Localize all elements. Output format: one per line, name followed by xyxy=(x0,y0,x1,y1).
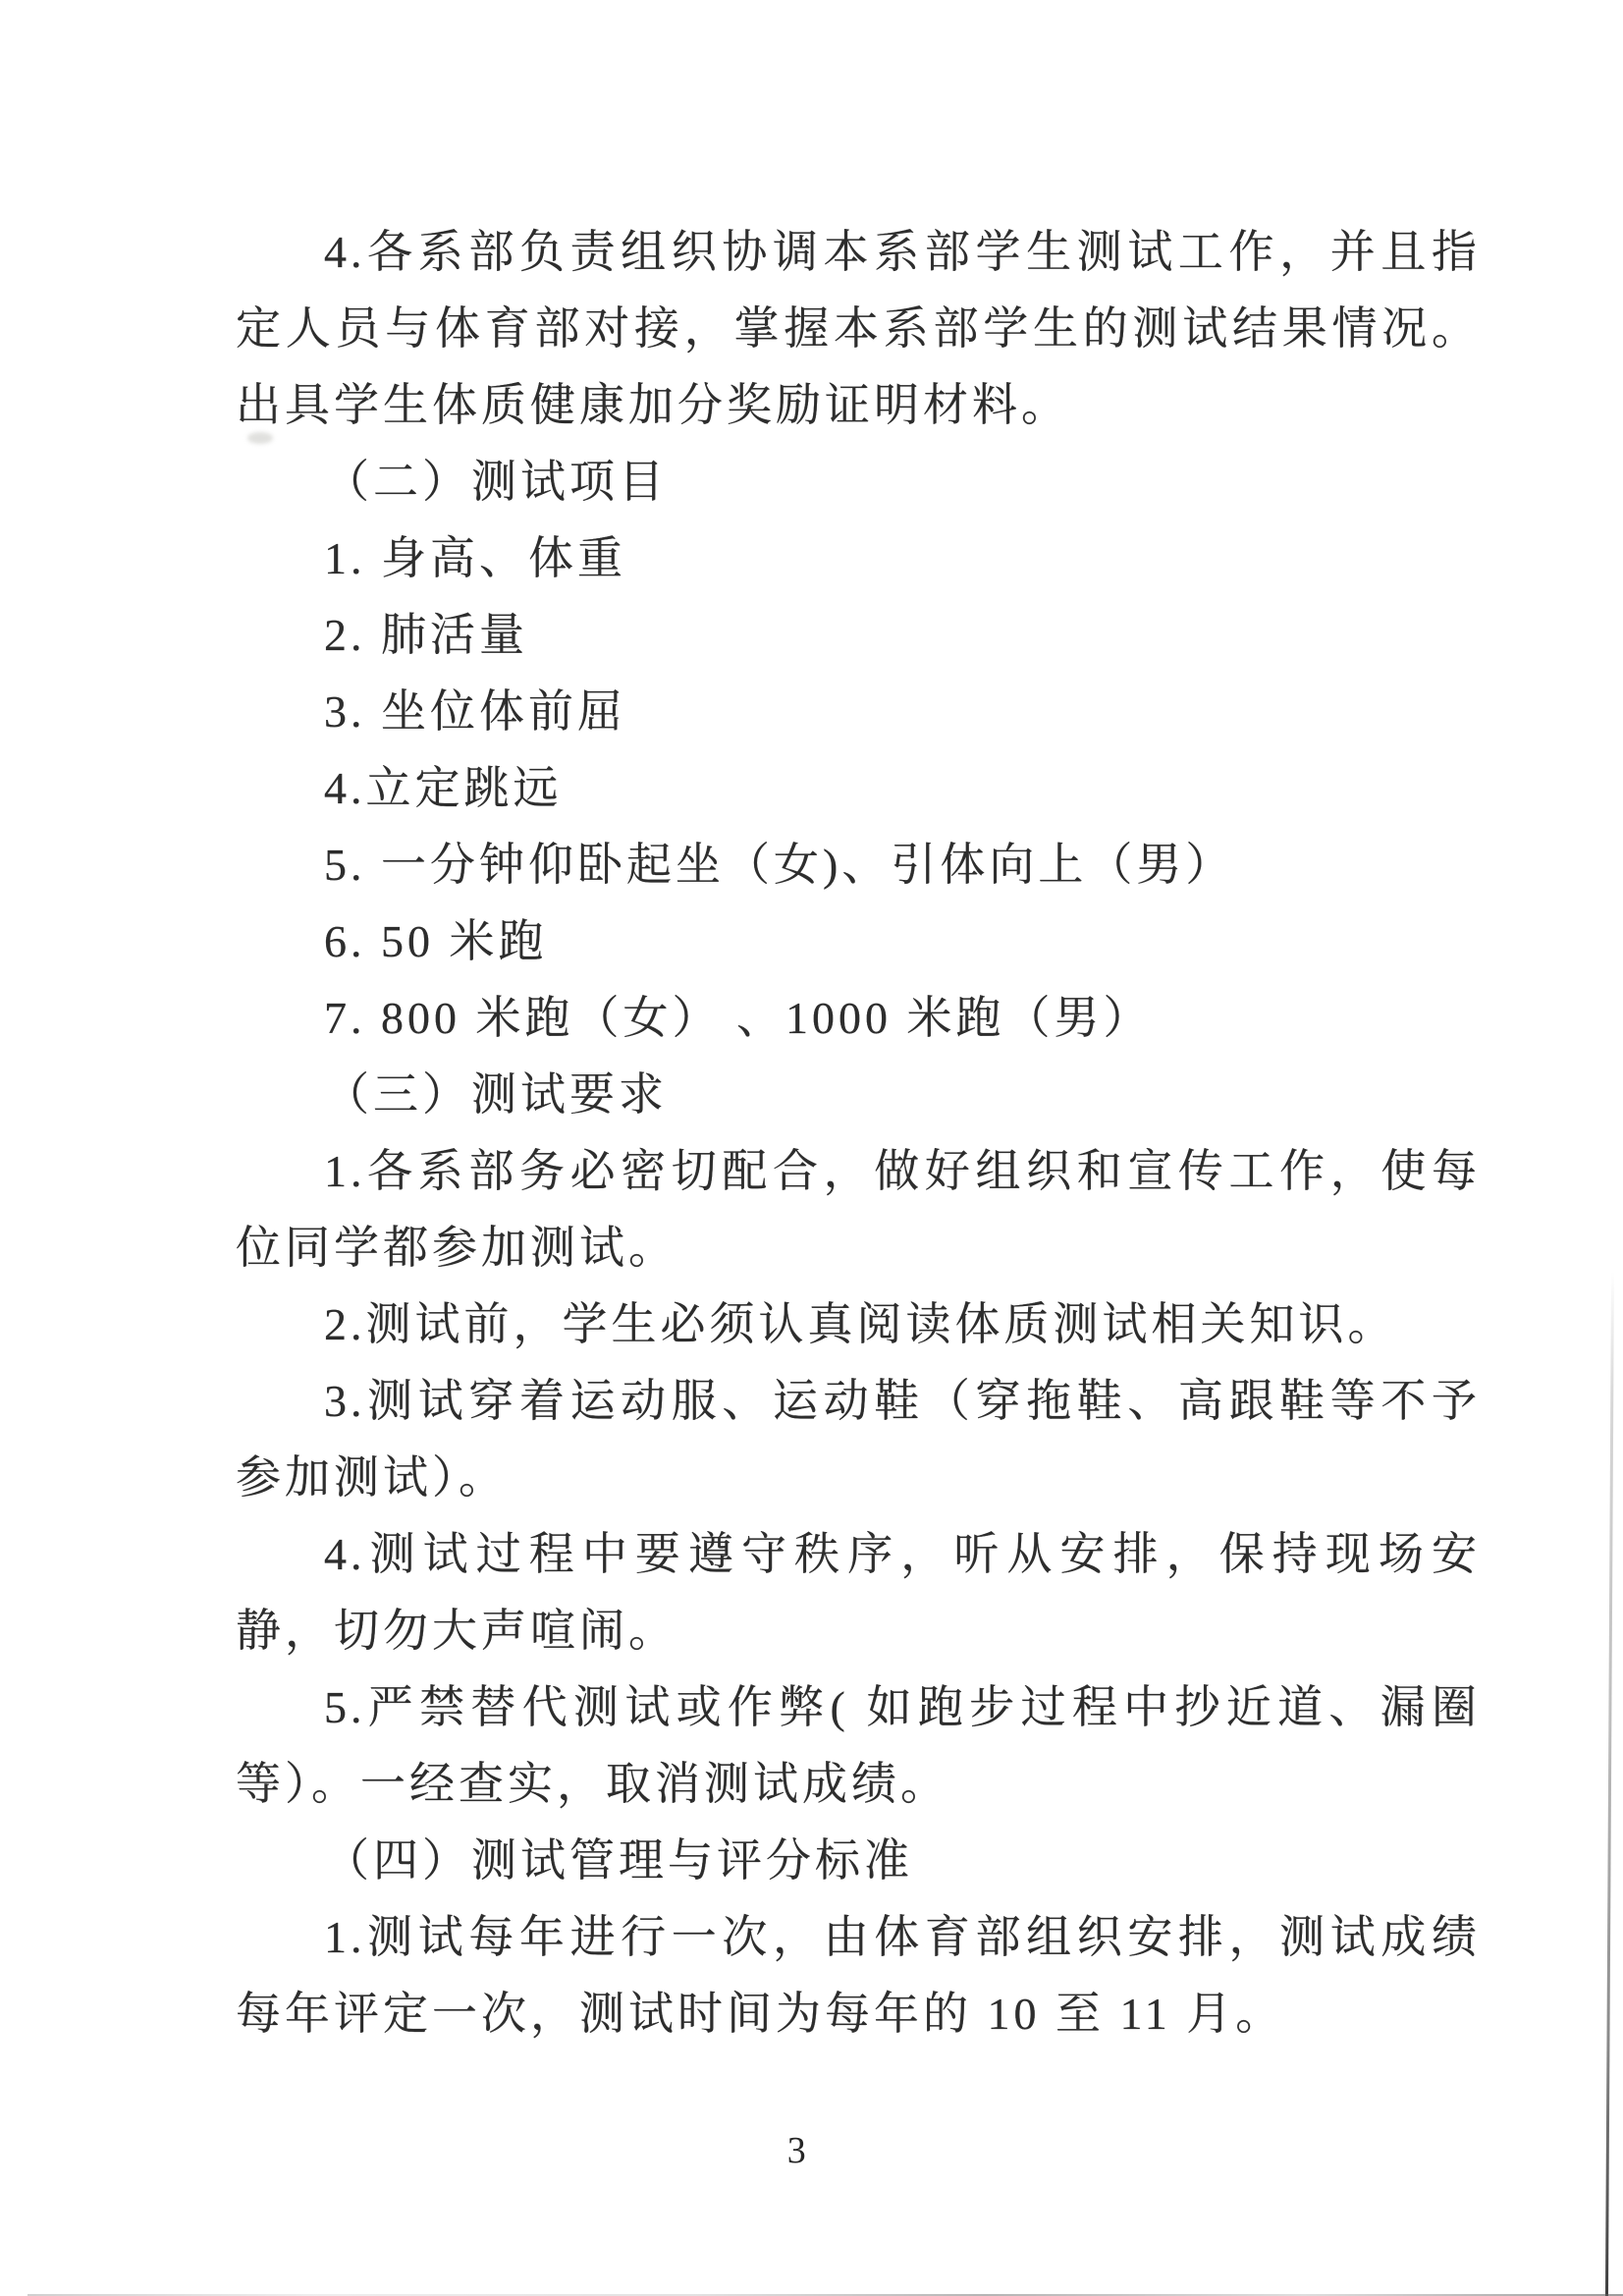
heading-test-items: （二）测试项目 xyxy=(324,457,668,507)
paragraph-requirement-5: 5.严禁替代测试或作弊( 如跑步过程中抄近道、漏圈等）。一经查实，取消测试成绩。 xyxy=(236,1682,1481,1809)
scan-page-edge-line xyxy=(1605,1272,1614,2296)
paragraph-requirement-2: 2.测试前，学生必须认真阅读体质测试相关知识。 xyxy=(324,1299,1397,1349)
paragraph-requirement-1: 1.各系部务必密切配合，做好组织和宣传工作，使每位同学都参加测试。 xyxy=(236,1146,1481,1273)
heading-test-management-scoring: （四）测试管理与评分标准 xyxy=(324,1835,913,1886)
document-content xyxy=(236,214,1481,2052)
paragraph-management-1: 1.测试每年进行一次，由体育部组织安排，测试成绩每年评定一次，测试时间为每年的 10 至 11 月。 xyxy=(236,1912,1481,2039)
list-item-situps-pullups: 5. 一分钟仰卧起坐（女)、引体向上（男） xyxy=(324,840,1235,890)
list-item-standing-long-jump: 4.立定跳远 xyxy=(324,763,563,813)
page-number: 3 xyxy=(786,2130,806,2171)
scan-smudge xyxy=(247,432,273,444)
list-item-lung-capacity: 2. 肺活量 xyxy=(324,610,528,660)
list-item-50m-run: 6. 50 米跑 xyxy=(324,916,548,966)
heading-test-requirements: （三）测试要求 xyxy=(324,1069,668,1120)
paragraph-dept-responsibility: 4.各系部负责组织协调本系部学生测试工作，并且指定人员与体育部对接，掌握本系部学生的测试结果情况。出具学生体质健康加分奖励证明材料。 xyxy=(236,227,1481,430)
paragraph-requirement-4: 4.测试过程中要遵守秩序，听从安排，保持现场安静，切勿大声喧闹。 xyxy=(236,1529,1481,1656)
list-item-800m-1000m-run: 7. 800 米跑（女） 、1000 米跑（男） xyxy=(324,993,1153,1043)
list-item-sit-and-reach: 3. 坐位体前屈 xyxy=(324,686,626,737)
list-item-height-weight: 1. 身高、体重 xyxy=(324,533,626,583)
paragraph-requirement-3: 3.测试穿着运动服、运动鞋（穿拖鞋、高跟鞋等不予参加测试）。 xyxy=(236,1376,1481,1503)
